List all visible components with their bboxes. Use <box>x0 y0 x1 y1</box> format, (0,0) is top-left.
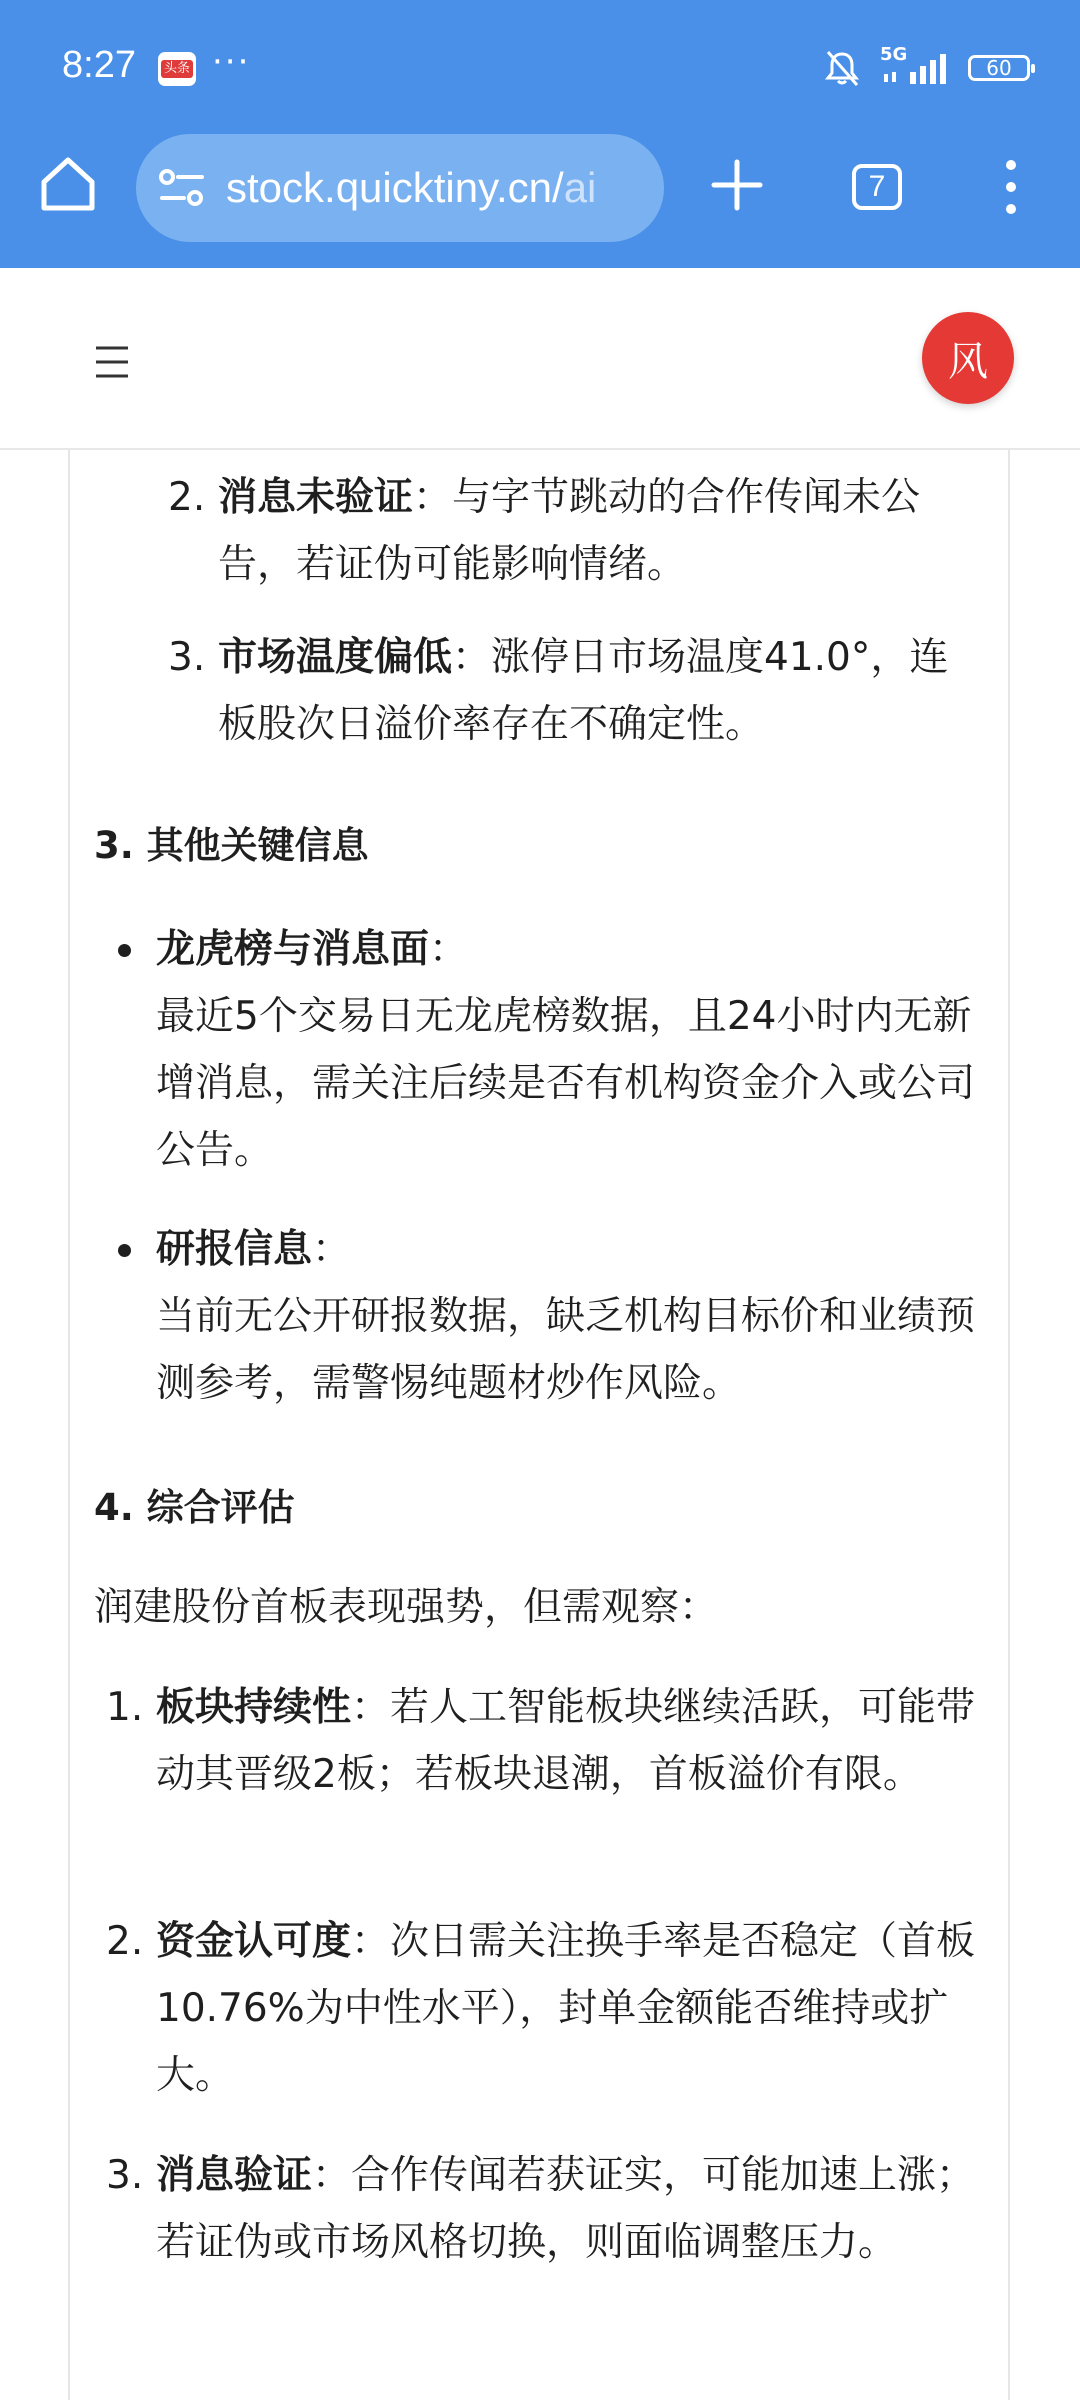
network-type: 5G <box>880 44 908 65</box>
list-number: 1. <box>106 1685 144 1730</box>
bullet-item-text <box>118 916 988 1184</box>
bullet-item-body: 当前无公开研报数据，缺乏机构目标价和业绩预测参考，需警惕纯题材炒作风险。 <box>156 1294 976 1406</box>
bullet-item <box>118 1216 988 1417</box>
more-menu-icon[interactable] <box>994 152 1028 222</box>
url-path: ai <box>563 164 597 211</box>
site-header <box>0 270 1080 450</box>
bullet-item-text <box>118 1216 988 1417</box>
url-host: stock.quicktiny.cn/ <box>226 164 564 211</box>
browser-toolbar <box>0 130 1080 250</box>
list-item-body: ：若人工智能板块继续活跃，可能带动其晋级2板；若板块退潮，首板溢价有限。 <box>156 1685 976 1797</box>
article-content <box>68 450 1010 2400</box>
list-item <box>106 1908 986 2109</box>
status-time: 8:27 <box>62 44 136 86</box>
bullet-item-body: 最近5个交易日无龙虎榜数据，且24小时内无新增消息，需关注后续是否有机构资金介入或公司公告。 <box>156 994 976 1173</box>
bell-off-icon <box>822 48 862 88</box>
list-item-body: ：次日需关注换手率是否稳定（首板10.76%为中性水平），封单金额能否维持或扩大。 <box>156 1919 976 2098</box>
list-item <box>106 1674 986 1808</box>
status-icons <box>822 46 1030 90</box>
news-app-icon <box>158 52 196 86</box>
list-item-text <box>170 624 970 758</box>
tab-count: 7 <box>868 170 886 203</box>
list-item-title: 板块持续性 <box>156 1685 352 1730</box>
bullet-dot <box>118 1244 131 1257</box>
battery-level: 60 <box>986 56 1012 80</box>
list-item-body: ：与字节跳动的合作传闻未公告，若证伪可能影响情绪。 <box>218 475 921 587</box>
list-number: 2. <box>106 1919 144 1964</box>
section-heading: 4. 综合评估 <box>94 1486 295 1529</box>
status-bar <box>0 0 1080 120</box>
list-item <box>170 464 970 598</box>
list-item-text <box>106 1908 986 2109</box>
address-bar[interactable] <box>136 134 664 242</box>
bullet-item <box>118 916 988 1184</box>
avatar-letter: 风 <box>948 338 988 385</box>
list-item-body: ：涨停日市场温度41.0°，连板股次日溢价率存在不确定性。 <box>218 635 949 747</box>
site-settings-icon[interactable] <box>158 168 206 208</box>
home-icon[interactable] <box>34 150 102 218</box>
list-item-title: 市场温度偏低 <box>218 635 453 680</box>
list-item-text <box>106 2142 986 2276</box>
bullet-item-colon: ： <box>312 1227 352 1272</box>
new-tab-icon[interactable] <box>706 154 768 216</box>
bullet-item-colon: ： <box>429 927 469 972</box>
list-item-title: 消息验证 <box>156 2153 313 2198</box>
more-notifications-icon: ··· <box>212 42 251 82</box>
section-intro: 润建股份首板表现强势，但需观察： <box>94 1585 719 1630</box>
bullet-dot <box>118 944 131 957</box>
battery-indicator <box>968 55 1030 81</box>
browser-chrome <box>0 0 1080 268</box>
list-item <box>170 624 970 758</box>
signal-icon <box>880 44 950 88</box>
list-item-body: ：合作传闻若获证实，可能加速上涨；若证伪或市场风格切换，则面临调整压力。 <box>156 2153 976 2265</box>
tab-switcher-button[interactable] <box>852 164 902 210</box>
list-item <box>106 2142 986 2276</box>
list-number: 2. <box>168 475 206 520</box>
section-heading: 3. 其他关键信息 <box>94 824 369 867</box>
list-item-text <box>170 464 970 598</box>
hamburger-menu-icon[interactable] <box>86 336 138 388</box>
list-item-text <box>106 1674 986 1808</box>
list-item-title: 资金认可度 <box>156 1919 352 1964</box>
bullet-item-title: 龙虎榜与消息面 <box>156 927 430 972</box>
list-number: 3. <box>106 2153 144 2198</box>
bullet-item-title: 研报信息 <box>156 1227 313 1272</box>
list-item-title: 消息未验证 <box>218 475 414 520</box>
list-number: 3. <box>168 635 206 680</box>
url-text[interactable] <box>226 164 596 212</box>
user-avatar[interactable] <box>922 312 1014 404</box>
news-app-label: 头条 <box>161 60 193 78</box>
